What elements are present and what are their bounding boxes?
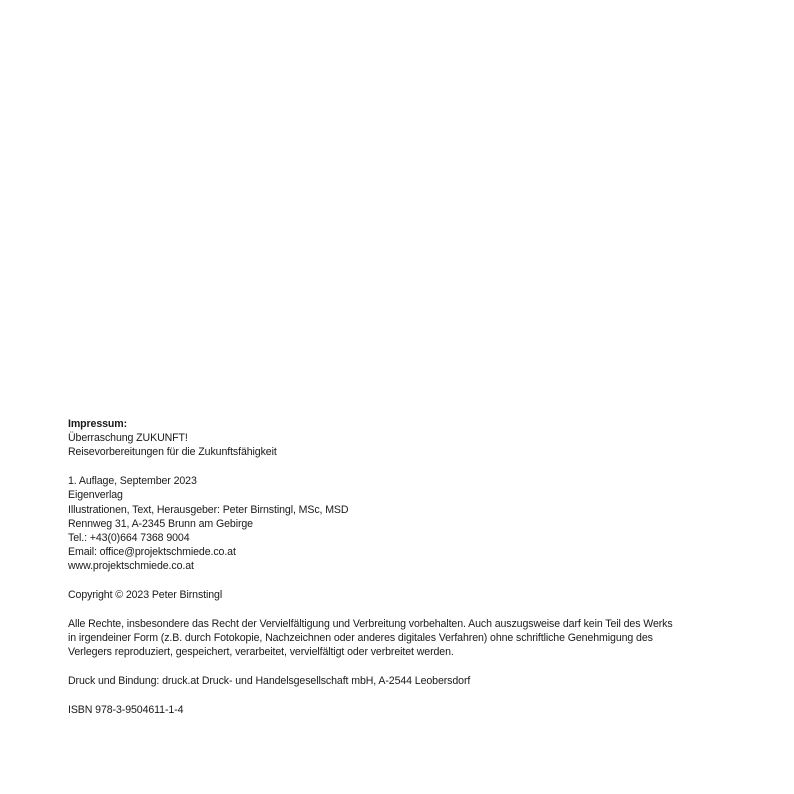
publisher-info: Eigenverlag <box>68 489 123 502</box>
rights-paragraph <box>68 617 728 660</box>
website-info: www.projektschmiede.co.at <box>68 560 194 573</box>
edition-info: 1. Auflage, September 2023 <box>68 475 197 488</box>
credits-info: Illustrationen, Text, Herausgeber: Peter Birnstingl, MSc, MSD <box>68 503 349 516</box>
isbn-block <box>68 703 728 717</box>
book-subtitle: Reisevorbereitungen für die Zukunftsfähigkeit <box>68 446 277 459</box>
imprint-section <box>68 417 728 717</box>
isbn-number: ISBN 978-3-9504611-1-4 <box>68 703 184 716</box>
rights-line: Alle Rechte, insbesondere das Recht der Vervielfältigung und Verbreitung vorbehalten. Auch auszugsweise darf kein Teil des Werks <box>68 617 673 630</box>
email-info: Email: office@projektschmiede.co.at <box>68 546 236 559</box>
copyright-block <box>68 588 728 602</box>
address-info: Rennweg 31, A-2345 Brunn am Gebirge <box>68 517 253 530</box>
printing-info: Druck und Bindung: druck.at Druck- und Handelsgesellschaft mbH, A-2544 Leobersdorf <box>68 674 471 687</box>
imprint-heading: Impressum: <box>68 418 128 430</box>
rights-line: Verlegers reproduziert, gespeichert, verarbeitet, vervielfältigt oder verbreitet werden. <box>68 646 454 659</box>
printing-block <box>68 674 728 688</box>
book-title: Überraschung ZUKUNFT! <box>68 432 188 445</box>
rights-line: in irgendeiner Form (z.B. durch Fotokopie, Nachzeichnen oder anderes digitales Verfahren) ohne schriftliche Genehmigung des <box>68 631 653 644</box>
publication-details <box>68 474 728 573</box>
copyright-notice: Copyright © 2023 Peter Birnstingl <box>68 589 223 602</box>
phone-info: Tel.: +43(0)664 7368 9004 <box>68 531 190 544</box>
imprint-title-block <box>68 417 728 460</box>
